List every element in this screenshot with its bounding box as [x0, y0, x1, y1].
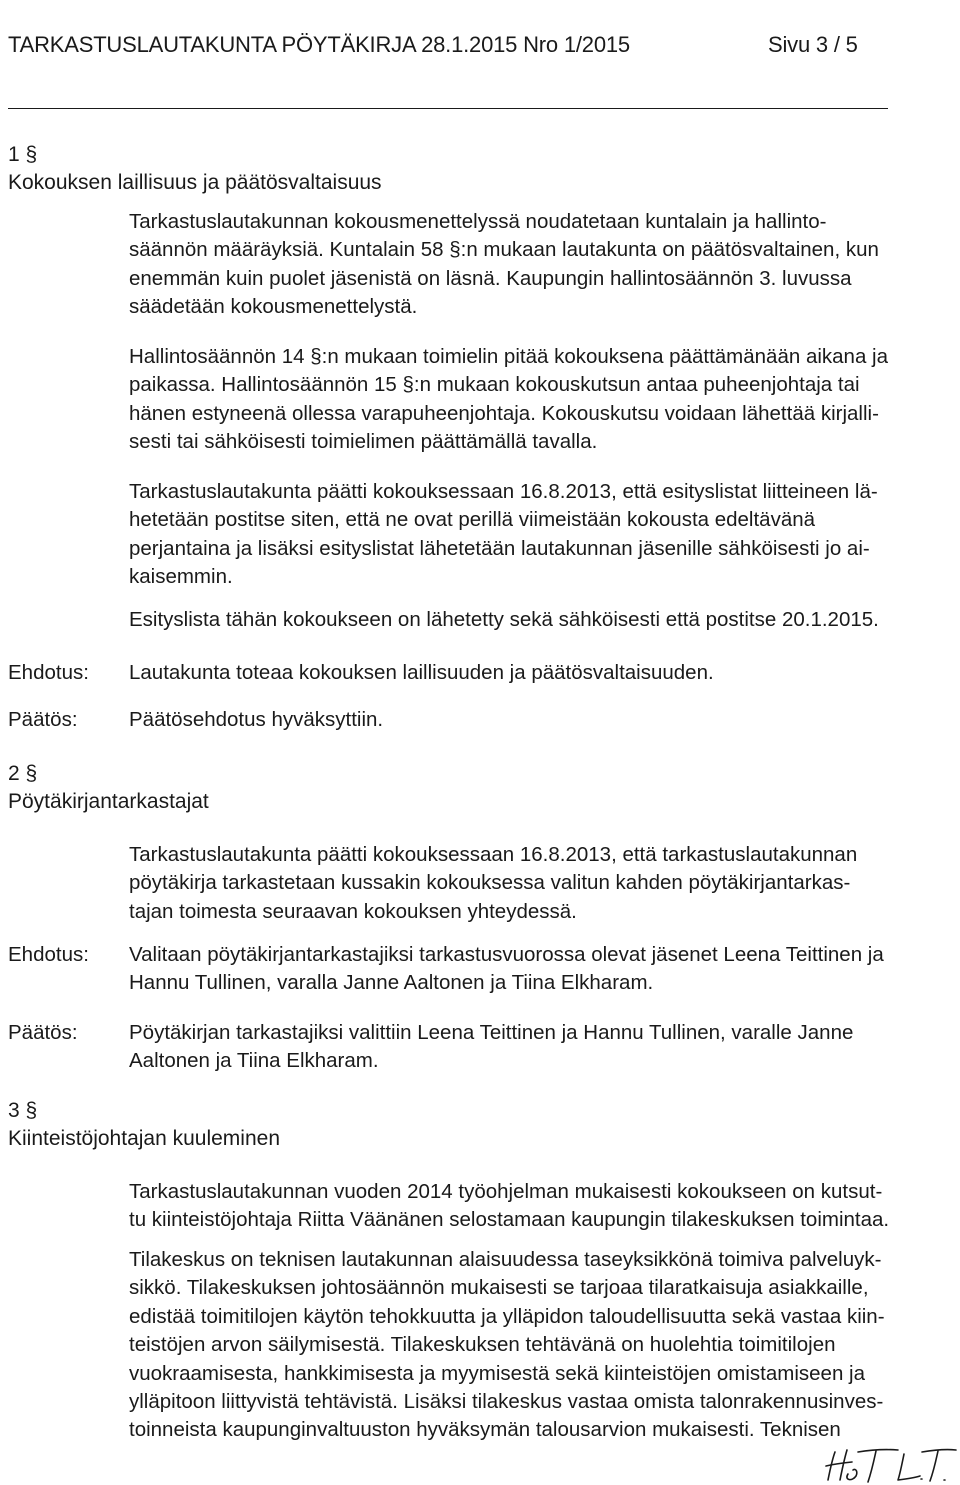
section-2-proposal	[129, 941, 959, 998]
ehdotus-label: Ehdotus:	[8, 661, 89, 684]
text-line: Esityslista tähän kokoukseen on lähetetty sekä sähköisesti että postitse 20.1.2015.	[129, 608, 879, 631]
section-title: Kiinteistöjohtajan kuuleminen	[8, 1127, 281, 1150]
text-line: vuokraamisesta, hankkimisesta ja myymisestä sekä kiinteistöjen omistamiseen ja	[129, 1361, 866, 1385]
text-line: sikkö. Tilakeskuksen johtosäännön mukaisesti se tarjoaa tilaratkaisuja asiakkaille,	[129, 1276, 869, 1300]
text-line: pöytäkirja tarkastetaan kussakin kokouksessa valitun kahden pöytäkirjantarkas-	[129, 871, 851, 895]
paatos-label: Päätös:	[8, 708, 78, 731]
text-line: Valitaan pöytäkirjantarkastajiksi tarkastusvuorossa olevat jäsenet Leena Teittinen ja	[129, 943, 884, 966]
section-1-paragraph-2	[129, 343, 959, 457]
text-line: Tarkastuslautakunta päätti kokouksessaan 16.8.2013, että esityslistat liitteineen lä-	[129, 480, 878, 503]
section-1-proposal	[129, 659, 959, 687]
header-divider	[8, 108, 888, 109]
text-line: teistöjen arvon säilymisestä. Tilakeskuksen tehtävänä on huolehtia toimitilojen	[129, 1333, 836, 1357]
section-1-paragraph-1	[129, 208, 959, 322]
section-3-paragraph-1	[129, 1178, 959, 1235]
ehdotus-label: Ehdotus:	[8, 943, 89, 966]
section-3-paragraph-2	[129, 1246, 959, 1445]
text-line: Lautakunta toteaa kokouksen laillisuuden ja päätösvaltaisuuden.	[129, 661, 714, 684]
text-line: Tilakeskus on teknisen lautakunnan alaisuudessa taseyksikkönä toimiva palveluyk-	[129, 1248, 882, 1271]
paatos-label: Päätös:	[8, 1021, 78, 1044]
section-title: Pöytäkirjantarkastajat	[8, 790, 209, 813]
text-line: enemmän kuin puolet jäsenistä on läsnä. Kaupungin hallintosäännön 3. luvussa	[129, 266, 852, 290]
section-number: 1 §	[8, 143, 38, 166]
text-line: tajan toimesta seuraavan kokouksen yhteydessä.	[129, 899, 577, 923]
text-line: säännön määräyksiä. Kuntalain 58 §:n mukaan lautakunta on päätösvaltainen, kun	[129, 238, 879, 262]
text-line: Aaltonen ja Tiina Elkharam.	[129, 1049, 379, 1073]
text-line: Hallintosäännön 14 §:n mukaan toimielin pitää kokouksena päättämänään aikana ja	[129, 345, 889, 368]
section-1-heading	[8, 141, 382, 197]
text-line: Pöytäkirjan tarkastajiksi valittiin Leena Teittinen ja Hannu Tullinen, varalle Janne	[129, 1021, 854, 1044]
text-line: Tarkastuslautakunnan vuoden 2014 työohjelman mukaisesti kokoukseen on kutsut-	[129, 1180, 883, 1203]
header-title: TARKASTUSLAUTAKUNTA PÖYTÄKIRJA 28.1.2015 Nro 1/2015	[8, 32, 630, 57]
text-line: Hannu Tullinen, varalla Janne Aaltonen ja Tiina Elkharam.	[129, 971, 654, 995]
page-number: Sivu 3 / 5	[768, 32, 858, 57]
text-line: ylläpitoon liittyvistä tehtävistä. Lisäksi tilakeskus vastaa omista talonrakennusinves-	[129, 1390, 884, 1414]
section-3-heading	[8, 1097, 280, 1153]
text-line: kaisemmin.	[129, 565, 233, 589]
section-number: 3 §	[8, 1099, 38, 1122]
text-line: perjantaina ja lisäksi esityslistat lähetetään lautakunnan jäsenille sähköisesti jo ai-	[129, 536, 870, 560]
section-2-paragraph-1	[129, 841, 959, 926]
section-1-paragraph-4	[129, 606, 959, 634]
text-line: hänen estyneenä ollessa varapuheenjohtaja. Kokouskutsu voidaan lähettää kirjalli-	[129, 401, 879, 425]
section-1-paragraph-3	[129, 478, 959, 592]
text-line: säädetään kokousmenettelystä.	[129, 295, 418, 319]
section-title: Kokouksen laillisuus ja päätösvaltaisuus	[8, 171, 382, 194]
section-2-heading	[8, 760, 209, 816]
text-line: edistää toimitilojen käytön tehokkuutta ja ylläpidon taloudellisuutta sekä vastaa kiin-	[129, 1304, 885, 1328]
text-line: paikassa. Hallintosäännön 15 §:n mukaan kokouskutsun antaa puheenjohtaja tai	[129, 373, 860, 397]
text-line: toinneista kaupunginvaltuuston hyväksymän talousarvion mukaisesti. Teknisen	[129, 1418, 841, 1442]
handwritten-initials-signature	[818, 1446, 958, 1485]
text-line: tu kiinteistöjohtaja Riitta Väänänen selostamaan kaupungin tilakeskuksen toimintaa.	[129, 1208, 890, 1232]
section-number: 2 §	[8, 762, 38, 785]
text-line: hetetään postitse siten, että ne ovat perillä viimeistään kokousta edeltävänä	[129, 508, 816, 532]
section-1-decision	[129, 706, 959, 734]
text-line: Tarkastuslautakunnan kokousmenettelyssä noudatetaan kuntalain ja hallinto-	[129, 210, 827, 233]
section-2-decision	[129, 1019, 959, 1076]
text-line: sesti tai sähköisesti toimielimen päättämällä tavalla.	[129, 430, 598, 454]
text-line: Tarkastuslautakunta päätti kokouksessaan 16.8.2013, että tarkastuslautakunnan	[129, 843, 858, 866]
text-line: Päätösehdotus hyväksyttiin.	[129, 708, 384, 731]
